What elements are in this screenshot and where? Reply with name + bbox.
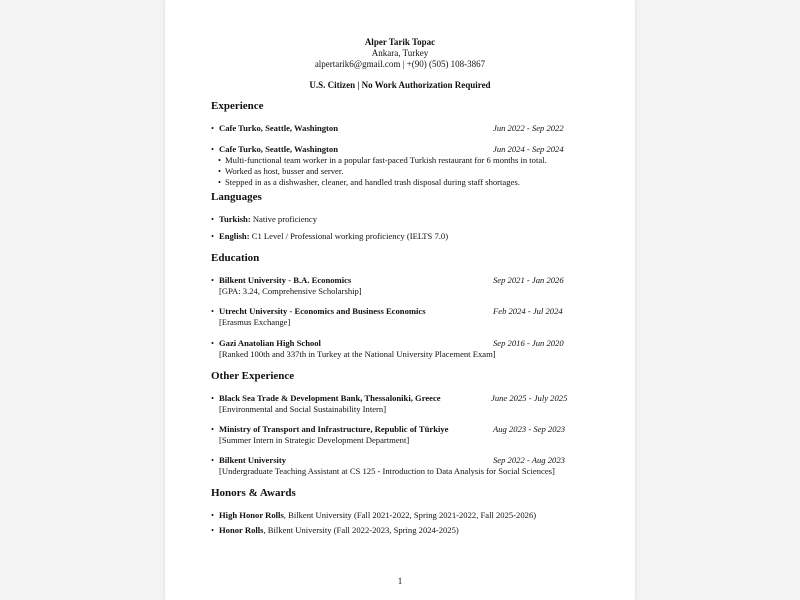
entry-org: Black Sea Trade & Development Bank, Thessaloniki, Greece bbox=[219, 393, 441, 403]
entry-detail: [Environmental and Social Sustainability Intern] bbox=[219, 404, 387, 414]
section-title-honors: Honors & Awards bbox=[211, 487, 296, 499]
entry-org: Cafe Turko, Seattle, Washington bbox=[219, 123, 338, 133]
entry-org: Bilkent University bbox=[219, 455, 287, 465]
honor-item: • High Honor Rolls, Bilkent University (Fall 2021-2022, Spring 2021-2022, Fall 2025-2026) bbox=[211, 510, 537, 520]
list-item: • Worked as host, busser and server. bbox=[211, 166, 611, 177]
entry-org: Bilkent University - B.A. Economics bbox=[219, 275, 352, 285]
experience-entry: • Cafe Turko, Seattle, Washington Jun 2022 - Sep 2022 bbox=[211, 123, 564, 133]
entry-detail: [Undergraduate Teaching Assistant at CS 125 - Introduction to Data Analysis for Social Sciences] bbox=[219, 466, 555, 476]
other-experience-entry: • Ministry of Transport and Infrastructure, Republic of Türkiye Aug 2023 - Sep 2023 [Summer Intern in Strategic Development Department] bbox=[211, 424, 611, 446]
entry-org: Utrecht University - Economics and Business Economics bbox=[219, 306, 426, 316]
entry-detail: [GPA: 3.24, Comprehensive Scholarship] bbox=[219, 286, 362, 296]
entry-detail: [Ranked 100th and 337th in Turkey at the National University Placement Exam] bbox=[219, 349, 496, 359]
language-label: English: bbox=[219, 231, 250, 241]
resume-page bbox=[165, 0, 635, 600]
language-label: Turkish: bbox=[219, 214, 251, 224]
section-title-other-experience: Other Experience bbox=[211, 370, 295, 382]
section-title-experience: Experience bbox=[211, 100, 264, 112]
entry-org: Cafe Turko, Seattle, Washington bbox=[219, 144, 338, 154]
page-number: 1 bbox=[397, 576, 403, 586]
entry-org: Gazi Anatolian High School bbox=[219, 338, 321, 348]
language-text: Native proficiency bbox=[250, 214, 318, 224]
entry-detail: [Summer Intern in Strategic Development Department] bbox=[219, 435, 410, 445]
citizenship-statement: U.S. Citizen | No Work Authorization Required bbox=[309, 80, 491, 90]
entry-date: Aug 2023 - Sep 2023 bbox=[493, 424, 566, 434]
section-title-education: Education bbox=[211, 252, 260, 264]
honor-item: • Honor Rolls, Bilkent University (Fall 2022-2023, Spring 2024-2025) bbox=[211, 525, 459, 535]
resume-contact: alpertarik6@gmail.com | +(90) (505) 108-3867 bbox=[314, 59, 486, 69]
entry-date: Sep 2016 - Jun 2020 bbox=[493, 338, 564, 348]
entry-detail: [Erasmus Exchange] bbox=[219, 317, 291, 327]
entry-date: Jun 2022 - Sep 2022 bbox=[493, 123, 564, 133]
entry-org: Ministry of Transport and Infrastructure, Republic of Türkiye bbox=[219, 424, 449, 434]
other-experience-entry: • Bilkent University Sep 2022 - Aug 2023 [Undergraduate Teaching Assistant at CS 125 - Introduction to Data Analysis for Social Sciences] bbox=[211, 455, 611, 477]
honor-label: High Honor Rolls bbox=[219, 510, 284, 520]
honor-label: Honor Rolls bbox=[219, 525, 264, 535]
education-entry: • Gazi Anatolian High School Sep 2016 - Jun 2020 [Ranked 100th and 337th in Turkey at the National University Placement Exam] bbox=[211, 338, 611, 360]
entry-bullets bbox=[211, 155, 611, 188]
resume-name: Alper Tarik Topac bbox=[364, 37, 436, 47]
entry-date: June 2025 - July 2025 bbox=[491, 393, 568, 403]
resume-location: Ankara, Turkey bbox=[371, 48, 429, 58]
other-experience-entry: • Black Sea Trade & Development Bank, Thessaloniki, Greece June 2025 - July 2025 [Environmental and Social Sustainability Intern] bbox=[211, 393, 611, 415]
language-item: • Turkish: Native proficiency bbox=[211, 214, 318, 224]
list-item: • Stepped in as a dishwasher, cleaner, and handled trash disposal during staff shortages. bbox=[211, 177, 611, 188]
entry-date: Feb 2024 - Jul 2024 bbox=[493, 306, 563, 316]
education-entry: • Utrecht University - Economics and Business Economics Feb 2024 - Jul 2024 [Erasmus Exchange] bbox=[211, 306, 611, 328]
entry-date: Sep 2021 - Jan 2026 bbox=[493, 275, 564, 285]
honor-text: , Bilkent University (Fall 2021-2022, Spring 2021-2022, Fall 2025-2026) bbox=[283, 510, 537, 520]
education-entry: • Bilkent University - B.A. Economics Sep 2021 - Jan 2026 [GPA: 3.24, Comprehensive Scholarship] bbox=[211, 275, 611, 297]
entry-date: Jun 2024 - Sep 2024 bbox=[493, 144, 564, 154]
section-title-languages: Languages bbox=[211, 191, 262, 203]
experience-entry: • Cafe Turko, Seattle, Washington Jun 2024 - Sep 2024 • Multi-functional team worker in a popular fast-paced Turkish restaurant for 6 months in total. • Worked as host, busser and server. • Stepped in as a dishwasher, cleaner, and handled trash disposal during staff shortages. bbox=[211, 144, 611, 188]
honor-text: , Bilkent University (Fall 2022-2023, Spring 2024-2025) bbox=[263, 525, 459, 535]
list-item: • Multi-functional team worker in a popular fast-paced Turkish restaurant for 6 months in total. bbox=[211, 155, 611, 166]
entry-date: Sep 2022 - Aug 2023 bbox=[493, 455, 565, 465]
language-text: C1 Level / Professional working proficiency (IELTS 7.0) bbox=[249, 231, 449, 241]
language-item: • English: C1 Level / Professional working proficiency (IELTS 7.0) bbox=[211, 231, 449, 241]
